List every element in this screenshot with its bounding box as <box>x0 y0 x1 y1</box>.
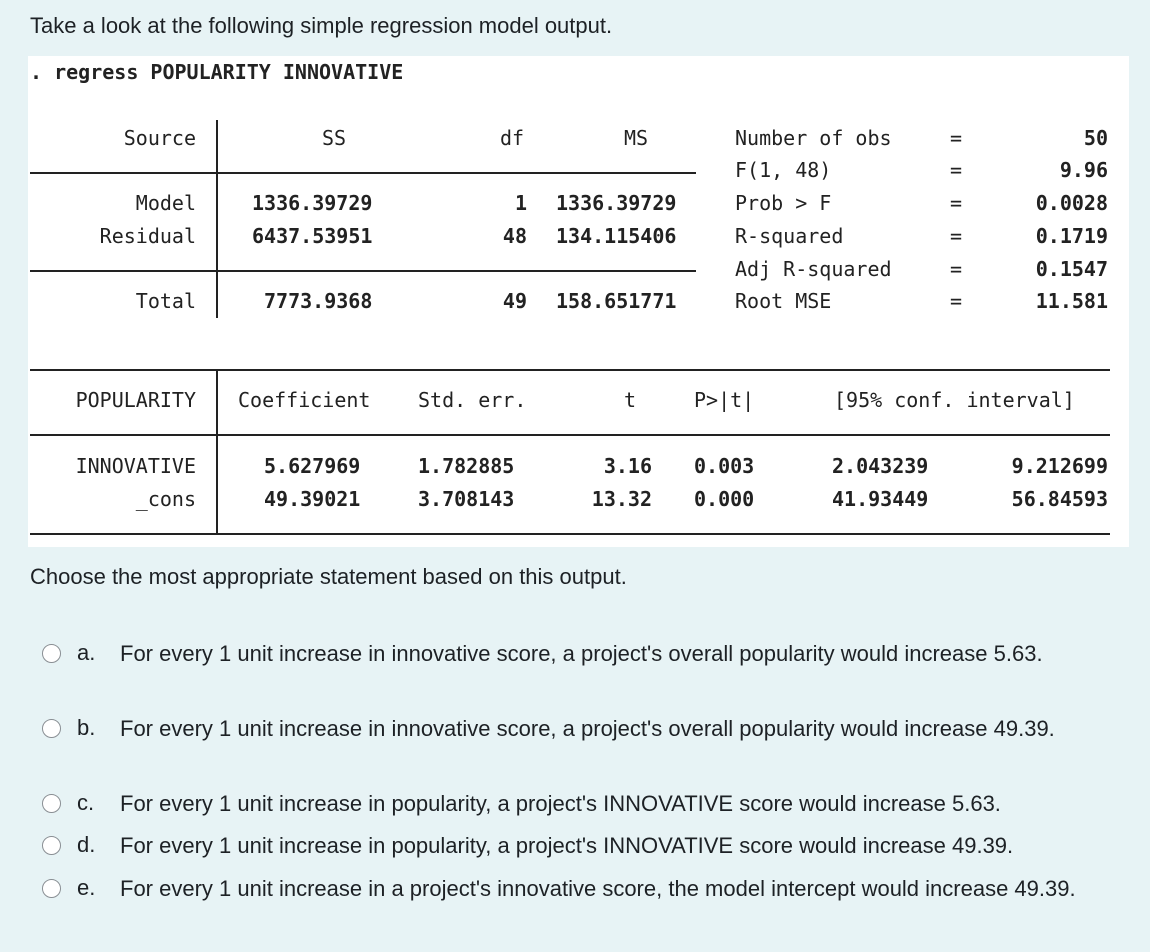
stat-value-rmse: 11.581 <box>1035 289 1108 313</box>
coef-hi-innovative: 9.212699 <box>1011 454 1108 478</box>
radio-d[interactable] <box>42 836 61 855</box>
anova-df-residual: 48 <box>502 224 527 248</box>
anova-source-residual: Residual <box>99 224 196 248</box>
stat-eq-r2: = <box>950 224 963 248</box>
option-text-b: For every 1 unit increase in innovative score, a project's overall popularity would increase 49.39. <box>120 716 1055 741</box>
question-prompt: Choose the most appropriate statement based on this output. <box>30 564 627 589</box>
coef-header-dep: POPULARITY <box>75 388 196 412</box>
coef-vertical-divider <box>216 369 218 535</box>
stat-label-nobs: Number of obs <box>735 126 892 150</box>
coef-var-cons: _cons <box>135 487 196 511</box>
stat-eq-f: = <box>950 158 963 182</box>
stat-value-probf: 0.0028 <box>1035 191 1108 215</box>
option-letter-a: a. <box>77 640 96 665</box>
anova-ms-model: 1336.39729 <box>556 191 677 215</box>
stat-value-r2: 0.1719 <box>1035 224 1108 248</box>
anova-header-ss: SS <box>322 126 347 150</box>
coef-value-cons: 49.39021 <box>264 487 361 511</box>
coef-top-rule <box>30 369 1110 371</box>
coef-se-cons: 3.708143 <box>418 487 515 511</box>
coef-bottom-rule <box>30 533 1110 535</box>
stat-label-adjr2: Adj R-squared <box>735 257 892 281</box>
stat-eq-rmse: = <box>950 289 963 313</box>
coef-header-p: P>|t| <box>694 388 755 412</box>
option-text-c: For every 1 unit increase in popularity, a project's INNOVATIVE score would increase 5.63. <box>120 791 1001 816</box>
coef-t-cons: 13.32 <box>591 487 652 511</box>
option-letter-b: b. <box>77 715 96 740</box>
anova-header-ms: MS <box>624 126 649 150</box>
coef-lo-cons: 41.93449 <box>832 487 929 511</box>
radio-a[interactable] <box>42 644 61 663</box>
coef-hi-cons: 56.84593 <box>1011 487 1108 511</box>
radio-c[interactable] <box>42 794 61 813</box>
anova-ss-residual: 6437.53951 <box>252 224 373 248</box>
radio-b[interactable] <box>42 719 61 738</box>
stat-eq-nobs: = <box>950 126 963 150</box>
radio-e[interactable] <box>42 879 61 898</box>
option-letter-e: e. <box>77 875 96 900</box>
coef-se-innovative: 1.782885 <box>418 454 515 478</box>
coef-p-innovative: 0.003 <box>694 454 755 478</box>
stat-eq-probf: = <box>950 191 963 215</box>
stat-label-probf: Prob > F <box>735 191 832 215</box>
stat-label-r2: R-squared <box>735 224 844 248</box>
coef-header-rule <box>30 434 1110 436</box>
stat-eq-adjr2: = <box>950 257 963 281</box>
anova-header-df: df <box>500 126 525 150</box>
coef-header-ci: [95% conf. interval] <box>834 388 1075 412</box>
coef-lo-innovative: 2.043239 <box>832 454 929 478</box>
anova-ms-total: 158.651771 <box>556 289 677 313</box>
coef-t-innovative: 3.16 <box>603 454 652 478</box>
coef-header-coef: Coefficient <box>238 388 371 412</box>
stat-label-f: F(1, 48) <box>735 158 832 182</box>
anova-ss-model: 1336.39729 <box>252 191 373 215</box>
anova-vertical-divider <box>216 120 218 318</box>
option-text-e: For every 1 unit increase in a project's innovative score, the model intercept would increase 49.39. <box>120 876 1076 901</box>
coef-header-t: t <box>624 388 637 412</box>
anova-ms-residual: 134.115406 <box>556 224 677 248</box>
stat-label-rmse: Root MSE <box>735 289 832 313</box>
coef-p-cons: 0.000 <box>694 487 755 511</box>
anova-df-model: 1 <box>514 191 527 215</box>
option-text-a: For every 1 unit increase in innovative score, a project's overall popularity would increase 5.63. <box>120 641 1043 666</box>
option-letter-d: d. <box>77 832 96 857</box>
option-letter-c: c. <box>77 790 95 815</box>
coef-header-se: Std. err. <box>418 388 527 412</box>
stat-value-f: 9.96 <box>1059 158 1108 182</box>
question-intro: Take a look at the following simple regression model output. <box>30 13 613 38</box>
anova-total-rule <box>30 270 696 272</box>
stat-value-adjr2: 0.1547 <box>1035 257 1108 281</box>
anova-header-rule <box>30 172 696 174</box>
anova-source-model: Model <box>135 191 196 215</box>
anova-header-source: Source <box>123 126 196 150</box>
coef-var-innovative: INNOVATIVE <box>75 454 196 478</box>
coef-value-innovative: 5.627969 <box>264 454 361 478</box>
anova-df-total: 49 <box>502 289 527 313</box>
stata-command: . regress POPULARITY INNOVATIVE <box>30 60 404 84</box>
anova-ss-total: 7773.9368 <box>264 289 373 313</box>
anova-source-total: Total <box>135 289 196 313</box>
option-text-d: For every 1 unit increase in popularity, a project's INNOVATIVE score would increase 49.39. <box>120 833 1014 858</box>
stat-value-nobs: 50 <box>1083 126 1108 150</box>
